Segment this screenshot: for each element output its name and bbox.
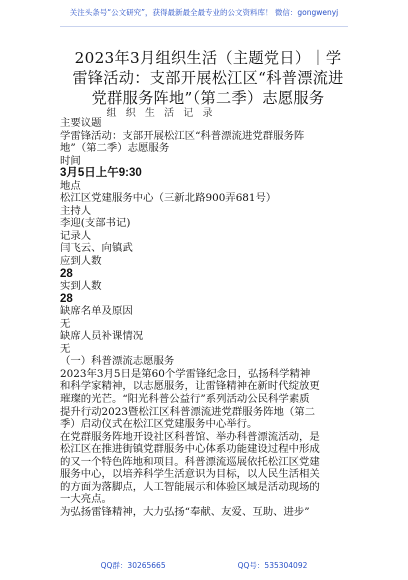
footer-qq-group: QQ群：30265665 [100, 561, 166, 570]
field-value-actual: 28 [60, 292, 73, 305]
footer-contact [0, 560, 408, 571]
field-label-host: 主持人 [60, 204, 92, 217]
title-line: 雷锋活动：支部开展松江区“科普漂流进 [72, 69, 344, 87]
header-divider [60, 26, 348, 27]
field-label-place: 地点 [60, 179, 81, 192]
field-value-place: 松江区党建服务中心（三新北路900弄681号） [60, 192, 277, 205]
field-value-recorder: 闫飞云、向镇武 [60, 242, 133, 255]
paragraph-line: 服务中心，以培养科学生活意识为目标，以人民生活相关 [60, 468, 320, 481]
field-label-absent: 缺席名单及原因 [60, 305, 133, 318]
title-line: 党群服务阵地”（第二季）志愿服务 [91, 89, 325, 107]
field-label-topic: 主要议题 [60, 117, 102, 129]
paragraph-line: 2023年3月5日是第60个学雷锋纪念日，弘扬科学精神 [60, 367, 311, 380]
field-value-topic: 学雷锋活动：支部开展松江区“科普漂流进党群服务阵 [60, 129, 305, 142]
paragraph-line: 提升行动2023暨松江区科普漂流进党群服务阵地（第二 [60, 405, 316, 418]
record-body [60, 117, 352, 519]
field-label-recorder: 记录人 [60, 229, 92, 242]
paragraph-line: 松江区在推进街镇党群服务中心体系功能建设过程中形成 [60, 443, 320, 456]
header-promo-note: 关注头条号“公文研究”，获得最新最全最专业的公文资料库！ 微信：gongwenyj [69, 8, 339, 17]
field-value-topic: 地”（第二季）志愿服务 [60, 142, 170, 155]
field-label-expected: 应到人数 [60, 255, 102, 268]
footer-qq-number: QQ号：535304092 [237, 561, 308, 570]
field-value-expected: 28 [60, 267, 73, 280]
field-value-time: 3月5日上午9:30 [60, 167, 142, 180]
paragraph-line: 和科学家精神，以志愿服务，让雷锋精神在新时代绽放更 [60, 380, 320, 393]
paragraph-line: 的又一个特色阵地和项目。科普漂流巡展依托松江区党建 [60, 455, 320, 468]
section-heading: （一）科普漂流志愿服务 [60, 355, 175, 368]
paragraph-line: 为弘扬雷锋精神，大力弘扬“奉献、友爱、互助、进步” [60, 505, 310, 518]
record-subheading: 组 织 生 活 记 录 [106, 108, 216, 119]
field-label-time: 时间 [60, 154, 81, 167]
paragraph-line: 在党群服务阵地开设社区科普馆、举办科普漂流活动，是 [60, 430, 320, 443]
title-line: 2023年3月组织生活（主题党日）｜学 [74, 49, 342, 67]
paragraph-line: 璀璨的光芒。“阳光科普公益行”系列活动公民科学素质 [60, 393, 310, 406]
paragraph-line: 季）启动仪式在松江区党建服务中心举行。 [60, 418, 258, 431]
field-value-makeup: 无 [60, 342, 71, 355]
field-value-host: 李迎(支部书记) [60, 217, 131, 230]
field-label-makeup: 缺席人员补课情况 [60, 330, 144, 343]
field-label-actual: 实到人数 [60, 280, 102, 293]
paragraph-line: 一大亮点。 [60, 493, 112, 506]
field-value-absent: 无 [60, 317, 71, 330]
paragraph-line: 的方面为落脚点，人工智能展示和体验区域是活动现场的 [60, 480, 320, 493]
document-title [50, 48, 366, 108]
